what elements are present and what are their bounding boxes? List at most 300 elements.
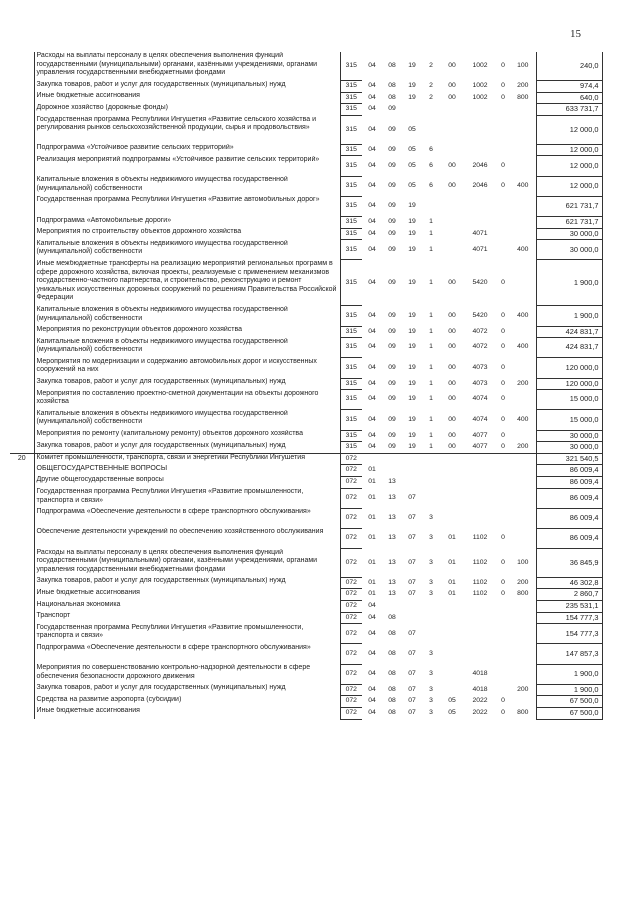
gov-code: 315 — [340, 430, 362, 442]
expense-type-code: 800 — [517, 708, 529, 716]
direction-code — [464, 612, 496, 624]
item-name: Закупка товаров, работ и услуг для государственных (муниципальных) нужд — [36, 80, 286, 88]
row-index — [10, 442, 34, 454]
item-code: 00 — [448, 161, 456, 169]
program-code — [402, 465, 422, 477]
item-name: Средства на развитие аэропорта (субсидии) — [36, 695, 182, 703]
table-row — [10, 528, 602, 548]
amount: 86 009,4 — [536, 528, 602, 548]
program-code: 05 — [408, 145, 416, 153]
program-code: 05 — [408, 125, 416, 133]
section-code: 04 — [368, 442, 376, 450]
direction-code — [464, 476, 496, 488]
item-code: 00 — [448, 343, 456, 351]
section-code: 04 — [368, 697, 376, 705]
item-name: Мероприятия по совершенствованию контрольно-надзорной деятельности в сфере обеспечения безопасности дорожного движения — [36, 664, 311, 680]
subsection-code: 09 — [388, 327, 396, 335]
item-name: Мероприятия по составлению проектно-сметной документации на объекты дорожного хозяйства — [36, 389, 319, 406]
item-code: 01 — [448, 578, 456, 586]
item-name: Подпрограмма «Автомобильные дороги» — [36, 216, 172, 224]
section-code: 04 — [368, 379, 376, 387]
gov-code: 315 — [340, 104, 362, 116]
expense-type-code: 200 — [517, 442, 529, 450]
item-code: 00 — [448, 395, 456, 403]
row-index — [10, 696, 34, 708]
section-code: 04 — [368, 395, 376, 403]
subprogram-code: 3 — [429, 669, 433, 677]
subprogram-code: 1 — [429, 442, 433, 450]
amount: 12 000,0 — [536, 156, 602, 176]
item-name: Подпрограмма «Обеспечение деятельности в сфере транспортного обслуживания» — [36, 643, 311, 651]
section-code: 01 — [368, 558, 376, 566]
program-code: 19 — [408, 278, 416, 286]
section-code: 04 — [368, 343, 376, 351]
table-row — [10, 664, 602, 684]
direction-code — [464, 104, 496, 116]
table-row — [10, 577, 602, 589]
item-code — [440, 488, 464, 508]
amount: 86 009,4 — [536, 508, 602, 528]
section-code: 04 — [368, 218, 376, 226]
gov-code: 315 — [340, 306, 362, 326]
amount: 621 731,7 — [536, 196, 602, 216]
expense-type-code: 400 — [517, 415, 529, 423]
page-number: 15 — [570, 28, 581, 40]
row-index — [10, 644, 34, 664]
item-name: Мероприятия по реконструкции объектов дорожного хозяйства — [36, 326, 243, 334]
subprogram-code — [422, 196, 440, 216]
section-code: 04 — [368, 105, 376, 113]
table-row — [10, 453, 602, 465]
item-name: Мероприятия по строительству объектов дорожного хозяйства — [36, 228, 242, 236]
amount: 424 831,7 — [536, 326, 602, 338]
item-code: 05 — [448, 708, 456, 716]
direction-code: 2046 — [472, 161, 488, 169]
subsection-code: 09 — [388, 343, 396, 351]
item-name: Расходы на выплаты персоналу в целях обеспечения выполнения функций государственными (муниципальными) органами, казёнными учреждениями, органами управления государственными внебюджетными фондами — [36, 52, 318, 77]
table-row — [10, 696, 602, 708]
item-code: 00 — [448, 278, 456, 286]
row-index — [10, 624, 34, 644]
direction-code: 5420 — [472, 278, 488, 286]
table-row — [10, 217, 602, 229]
direction-code — [464, 601, 496, 613]
subprogram-code: 1 — [429, 327, 433, 335]
row-index — [10, 260, 34, 306]
item-name: Капитальные вложения в объекты недвижимого имущества государственной (муниципальной) собственности — [36, 176, 288, 192]
section-code: 04 — [368, 82, 376, 90]
expense-type-code: 400 — [517, 311, 529, 319]
amount: 15 000,0 — [536, 410, 602, 430]
section-code: 04 — [368, 363, 376, 371]
item-code: 00 — [448, 379, 456, 387]
expense-type-code — [510, 528, 536, 548]
item-code — [440, 465, 464, 477]
item-name: Закупка товаров, работ и услуг для государственных (муниципальных) нужд — [36, 441, 286, 449]
table-row — [10, 589, 602, 601]
subsection-code: 13 — [388, 513, 396, 521]
subsection-code — [382, 465, 402, 477]
gov-code: 315 — [340, 116, 362, 145]
program-code — [402, 601, 422, 613]
subprogram-code — [422, 488, 440, 508]
extra-code — [496, 228, 510, 240]
item-code: 01 — [448, 534, 456, 542]
item-name: Государственная программа Республики Ингушетия «Развитие промышленности, транспорта и связи» — [36, 488, 304, 504]
program-code: 19 — [408, 442, 416, 450]
gov-code: 315 — [340, 240, 362, 260]
subsection-code: 09 — [388, 442, 396, 450]
section-code: 04 — [368, 613, 376, 621]
table-row — [10, 442, 602, 454]
amount: 633 731,7 — [536, 104, 602, 116]
direction-code: 1102 — [472, 590, 488, 598]
extra-code — [496, 644, 510, 664]
table-row — [10, 116, 602, 145]
direction-code: 4072 — [472, 327, 488, 335]
expense-type-code — [510, 144, 536, 156]
gov-code: 315 — [340, 338, 362, 358]
section-code: 04 — [368, 245, 376, 253]
item-code: 00 — [448, 62, 456, 70]
row-index — [10, 508, 34, 528]
row-index — [10, 228, 34, 240]
subprogram-code: 1 — [429, 245, 433, 253]
row-index: 20 — [10, 453, 34, 465]
direction-code — [464, 624, 496, 644]
item-name: Мероприятия по модернизации и содержанию автомобильных дорог и искусственных сооружений на них — [36, 357, 317, 374]
table-row — [10, 326, 602, 338]
row-index — [10, 601, 34, 613]
item-name: Реализация мероприятий подпрограммы «Устойчивое развитие сельских территорий» — [36, 155, 320, 163]
subprogram-code: 2 — [429, 93, 433, 101]
gov-code: 072 — [340, 624, 362, 644]
item-name: Закупка товаров, работ и услуг для государственных (муниципальных) нужд — [36, 378, 286, 386]
gov-code: 072 — [340, 707, 362, 719]
subsection-code: 09 — [388, 218, 396, 226]
subsection-code: 09 — [388, 161, 396, 169]
table-row — [10, 81, 602, 93]
amount: 67 500,0 — [536, 696, 602, 708]
table-row — [10, 508, 602, 528]
direction-code: 4018 — [472, 669, 488, 677]
extra-code: 0 — [501, 82, 505, 90]
direction-code: 4073 — [472, 363, 488, 371]
extra-code: 0 — [501, 278, 505, 286]
section-code: 04 — [368, 278, 376, 286]
expense-type-code: 200 — [517, 379, 529, 387]
subprogram-code: 1 — [429, 395, 433, 403]
extra-code: 0 — [501, 343, 505, 351]
extra-code — [496, 465, 510, 477]
item-name: Капитальные вложения в объекты недвижимого имущества государственной (муниципальной) собственности — [36, 305, 288, 322]
section-code: 01 — [368, 477, 376, 485]
section-code: 04 — [368, 708, 376, 716]
subsection-code: 08 — [388, 62, 396, 70]
item-name: Мероприятия по ремонту (капитальному ремонту) объектов дорожного хозяйства — [36, 430, 303, 438]
table-row — [10, 144, 602, 156]
gov-code: 072 — [340, 577, 362, 589]
item-name: Подпрограмма «Обеспечение деятельности в сфере транспортного обслуживания» — [36, 508, 311, 516]
program-code: 19 — [408, 62, 416, 70]
table-row — [10, 465, 602, 477]
subprogram-code: 3 — [429, 590, 433, 598]
subsection-code: 09 — [388, 379, 396, 387]
subprogram-code — [422, 453, 440, 465]
expense-type-code — [510, 217, 536, 229]
expense-type-code — [510, 624, 536, 644]
amount: 2 860,7 — [536, 589, 602, 601]
item-code: 00 — [448, 82, 456, 90]
subprogram-code: 3 — [429, 697, 433, 705]
row-index — [10, 390, 34, 410]
subsection-code: 08 — [388, 708, 396, 716]
direction-code: 2022 — [472, 708, 488, 716]
row-index — [10, 240, 34, 260]
direction-code: 4072 — [472, 343, 488, 351]
amount: 240,0 — [536, 52, 602, 81]
item-name: Транспорт — [36, 612, 71, 620]
section-code: 04 — [368, 431, 376, 439]
direction-code — [464, 488, 496, 508]
subsection-code: 09 — [388, 363, 396, 371]
amount: 67 500,0 — [536, 707, 602, 719]
gov-code: 315 — [340, 156, 362, 176]
item-name: Государственная программа Республики Ингушетия «Развитие сельского хозяйства и регулирования рынков сельскохозяйственной продукции, сырья и продовольствия» — [36, 115, 316, 132]
item-name: Государственная программа Республики Ингушетия «Развитие автомобильных дорог» — [36, 196, 320, 204]
direction-code: 4077 — [472, 431, 488, 439]
extra-code — [496, 217, 510, 229]
extra-code — [496, 240, 510, 260]
table-row — [10, 156, 602, 176]
row-index — [10, 549, 34, 578]
direction-code: 5420 — [472, 311, 488, 319]
program-code: 07 — [408, 649, 416, 657]
program-code: 19 — [408, 431, 416, 439]
subprogram-code: 6 — [429, 181, 433, 189]
subsection-code: 09 — [388, 395, 396, 403]
subprogram-code: 2 — [429, 82, 433, 90]
row-index — [10, 528, 34, 548]
program-code — [402, 476, 422, 488]
expense-type-code — [510, 430, 536, 442]
item-code: 05 — [448, 697, 456, 705]
row-index — [10, 306, 34, 326]
subprogram-code: 1 — [429, 218, 433, 226]
direction-code: 1002 — [472, 93, 488, 101]
section-code: 04 — [368, 93, 376, 101]
direction-code — [464, 196, 496, 216]
item-name: Закупка товаров, работ и услуг для государственных (муниципальных) нужд — [36, 577, 286, 585]
budget-table-wrapper — [10, 52, 602, 720]
amount: 154 777,3 — [536, 624, 602, 644]
row-index — [10, 430, 34, 442]
subprogram-code: 6 — [429, 145, 433, 153]
item-code: 01 — [448, 558, 456, 566]
expense-type-code: 400 — [517, 181, 529, 189]
item-name: Комитет промышленности, транспорта, связи и энергетики Республики Ингушетия — [34, 453, 340, 465]
subsection-code — [382, 601, 402, 613]
extra-code — [496, 601, 510, 613]
expense-type-code — [510, 260, 536, 306]
subsection-code: 09 — [388, 181, 396, 189]
extra-code: 0 — [501, 415, 505, 423]
expense-type-code — [510, 612, 536, 624]
program-code: 07 — [408, 685, 416, 693]
item-name: ОБЩЕГОСУДАРСТВЕННЫЕ ВОПРОСЫ — [36, 464, 168, 472]
section-code: 01 — [368, 578, 376, 586]
section-code: 01 — [368, 466, 376, 474]
section-code: 04 — [368, 685, 376, 693]
item-name: Иные бюджетные ассигнования — [36, 92, 140, 100]
gov-code: 315 — [340, 358, 362, 378]
program-code: 19 — [408, 327, 416, 335]
item-code — [440, 612, 464, 624]
extra-code: 0 — [501, 93, 505, 101]
table-row — [10, 196, 602, 216]
expense-type-code — [510, 488, 536, 508]
program-code: 19 — [408, 311, 416, 319]
gov-code: 315 — [340, 144, 362, 156]
item-name: Другие общегосударственные вопросы — [36, 476, 164, 484]
amount: 154 777,3 — [536, 612, 602, 624]
program-code: 19 — [408, 343, 416, 351]
row-index — [10, 156, 34, 176]
amount: 30 000,0 — [536, 442, 602, 454]
extra-code — [496, 453, 510, 465]
expense-type-code — [510, 326, 536, 338]
subsection-code: 13 — [388, 534, 396, 542]
item-code — [440, 508, 464, 528]
amount: 1 900,0 — [536, 260, 602, 306]
gov-code: 072 — [340, 488, 362, 508]
expense-type-code — [510, 601, 536, 613]
program-code: 19 — [408, 415, 416, 423]
table-row — [10, 228, 602, 240]
gov-code: 072 — [340, 612, 362, 624]
subprogram-code — [422, 465, 440, 477]
item-code: 00 — [448, 181, 456, 189]
row-index — [10, 176, 34, 196]
expense-type-code — [510, 116, 536, 145]
program-code: 19 — [408, 245, 416, 253]
extra-code: 0 — [501, 62, 505, 70]
amount: 86 009,4 — [536, 488, 602, 508]
table-row — [10, 306, 602, 326]
item-name: Капитальные вложения в объекты недвижимого имущества государственной (муниципальной) собственности — [36, 337, 288, 354]
table-row — [10, 601, 602, 613]
subsection-code: 08 — [388, 629, 396, 637]
gov-code: 072 — [340, 696, 362, 708]
section-code: 01 — [368, 493, 376, 501]
gov-code: 315 — [340, 390, 362, 410]
gov-code: 072 — [340, 508, 362, 528]
row-index — [10, 378, 34, 390]
row-index — [10, 52, 34, 81]
item-code: 00 — [448, 327, 456, 335]
item-code: 00 — [448, 363, 456, 371]
table-row — [10, 358, 602, 378]
amount: 86 009,4 — [536, 465, 602, 477]
subprogram-code: 1 — [429, 278, 433, 286]
section-code: 04 — [368, 415, 376, 423]
gov-code: 315 — [340, 196, 362, 216]
direction-code: 4077 — [472, 442, 488, 450]
amount: 621 731,7 — [536, 217, 602, 229]
gov-code: 072 — [340, 549, 362, 578]
direction-code: 1002 — [472, 62, 488, 70]
section-code: 04 — [368, 669, 376, 677]
subsection-code: 13 — [388, 590, 396, 598]
amount: 424 831,7 — [536, 338, 602, 358]
item-name: Расходы на выплаты персоналу в целях обеспечения выполнения функций государственными (муниципальными) органами, казёнными учреждениями, органами управления государственными внебюджетными фондами — [36, 548, 318, 573]
subsection-code: 08 — [388, 649, 396, 657]
budget-table — [10, 52, 603, 720]
program-code: 19 — [408, 93, 416, 101]
subprogram-code: 2 — [429, 62, 433, 70]
amount: 36 845,9 — [536, 549, 602, 578]
section-code: 04 — [368, 327, 376, 335]
gov-code: 315 — [340, 228, 362, 240]
item-code — [440, 664, 464, 684]
table-row — [10, 488, 602, 508]
extra-code — [496, 624, 510, 644]
program-code: 07 — [408, 558, 416, 566]
direction-code — [464, 508, 496, 528]
extra-code: 0 — [501, 181, 505, 189]
row-index — [10, 612, 34, 624]
subsection-code: 13 — [388, 477, 396, 485]
amount: 86 009,4 — [536, 476, 602, 488]
table-row — [10, 410, 602, 430]
table-row — [10, 390, 602, 410]
row-index — [10, 476, 34, 488]
row-index — [10, 116, 34, 145]
direction-code — [464, 144, 496, 156]
item-code — [440, 644, 464, 664]
expense-type-code: 200 — [517, 685, 529, 693]
program-code: 19 — [408, 82, 416, 90]
subprogram-code — [422, 104, 440, 116]
direction-code: 1102 — [472, 558, 488, 566]
amount: 1 900,0 — [536, 664, 602, 684]
extra-code: 0 — [501, 534, 505, 542]
gov-code: 315 — [340, 176, 362, 196]
gov-code: 072 — [340, 601, 362, 613]
subprogram-code: 3 — [429, 685, 433, 693]
section-code: 04 — [368, 602, 376, 610]
subprogram-code: 3 — [429, 534, 433, 542]
row-index — [10, 104, 34, 116]
item-name: Дорожное хозяйство (дорожные фонды) — [36, 103, 168, 111]
expense-type-code — [510, 228, 536, 240]
table-row — [10, 476, 602, 488]
item-code: 00 — [448, 415, 456, 423]
row-index — [10, 410, 34, 430]
expense-type-code — [510, 644, 536, 664]
section-code — [362, 453, 382, 465]
expense-type-code — [510, 465, 536, 477]
amount: 12 000,0 — [536, 176, 602, 196]
amount: 147 857,3 — [536, 644, 602, 664]
extra-code: 0 — [501, 379, 505, 387]
section-code: 04 — [368, 649, 376, 657]
expense-type-code — [510, 508, 536, 528]
gov-code: 072 — [340, 476, 362, 488]
extra-code — [496, 104, 510, 116]
section-code: 04 — [368, 229, 376, 237]
direction-code: 4071 — [472, 245, 488, 253]
